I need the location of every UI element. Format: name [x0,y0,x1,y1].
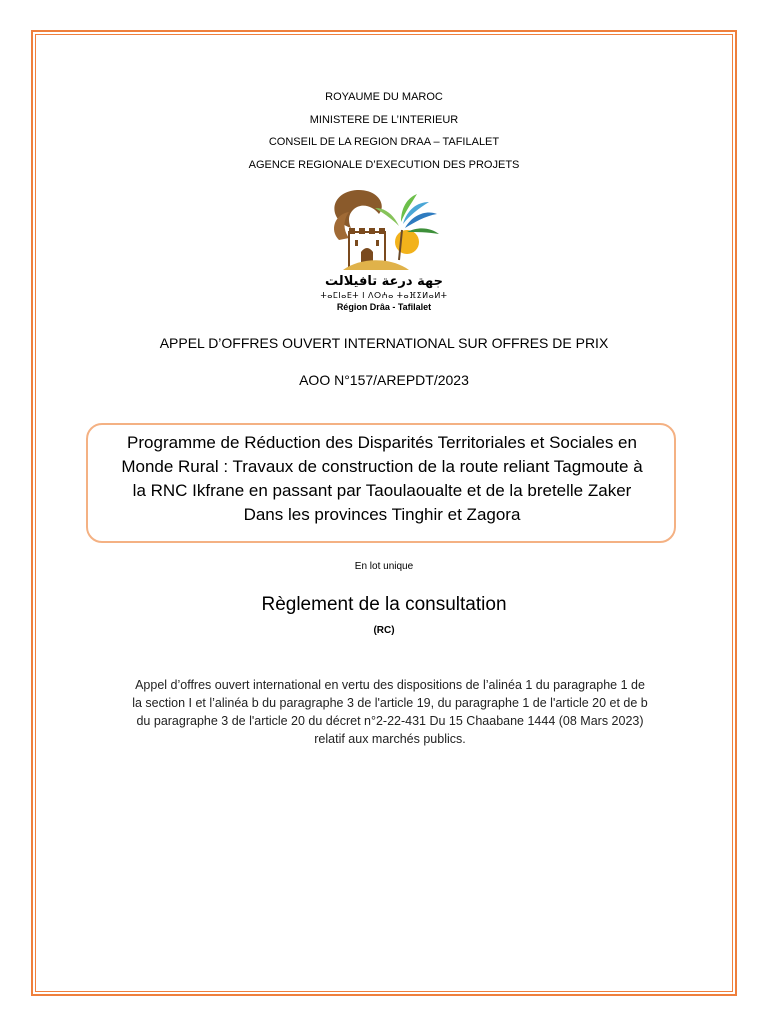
program-line-3: la RNC Ikfrane en passant par Taoulaoualte et de la bretelle Zaker [132,481,632,500]
tender-title: APPEL D’OFFRES OUVERT INTERNATIONAL SUR OFFRES DE PRIX [159,335,609,351]
program-description [88,431,676,527]
legal-description [90,676,690,748]
logo-arabic-text: جهة درعة تافيلالت [325,274,443,289]
description-line-1: Appel d’offres ouvert international en vertu des dispositions de l’alinéa 1 du paragraphe 1 de [135,678,645,692]
header-block [0,86,768,176]
document-abbreviation: (RC) [373,625,395,636]
program-line-2: Monde Rural : Travaux de construction de la route reliant Tagmoute à [121,457,643,476]
region-logo [309,180,459,320]
header-line-council: CONSEIL DE LA REGION DRAA – TAFILALET [268,136,500,148]
logo-french-text: Région Drâa - Tafilalet [336,302,432,312]
program-line-1: Programme de Réduction des Disparités Territoriales et Sociales en [127,433,637,452]
header-line-ministry: MINISTERE DE L’INTERIEUR [309,113,459,126]
tender-reference: AOO N°157/AREPDT/2023 [299,372,469,388]
program-line-4: Dans les provinces Tinghir et Zagora [243,505,521,524]
description-line-2: la section I et l’alinéa b du paragraphe 3 de l'article 19, du paragraphe 1 de l'article 20 et de b [132,696,648,710]
header-line-kingdom: ROYAUME DU MAROC [325,91,443,103]
lot-label: En lot unique [354,561,414,572]
header-line-agency: AGENCE REGIONALE D’EXECUTION DES PROJETS [248,158,520,171]
description-line-3: du paragraphe 3 de l'article 20 du décret n°2-22-431 Du 15 Chaabane 1444 (08 Mars 2023) [136,714,644,728]
logo-tifinagh-text: ⵜⴰⵎⵏⴰⴹⵜ ⵏ ⴷⵔⵄⴰ ⵜⴰⴼⵉⵍⴰⵍⵜ [320,291,448,300]
document-title: Règlement de la consultation [261,594,507,615]
logo-emblem-icon [309,180,459,275]
description-line-4: relatif aux marchés publics. [314,732,466,746]
